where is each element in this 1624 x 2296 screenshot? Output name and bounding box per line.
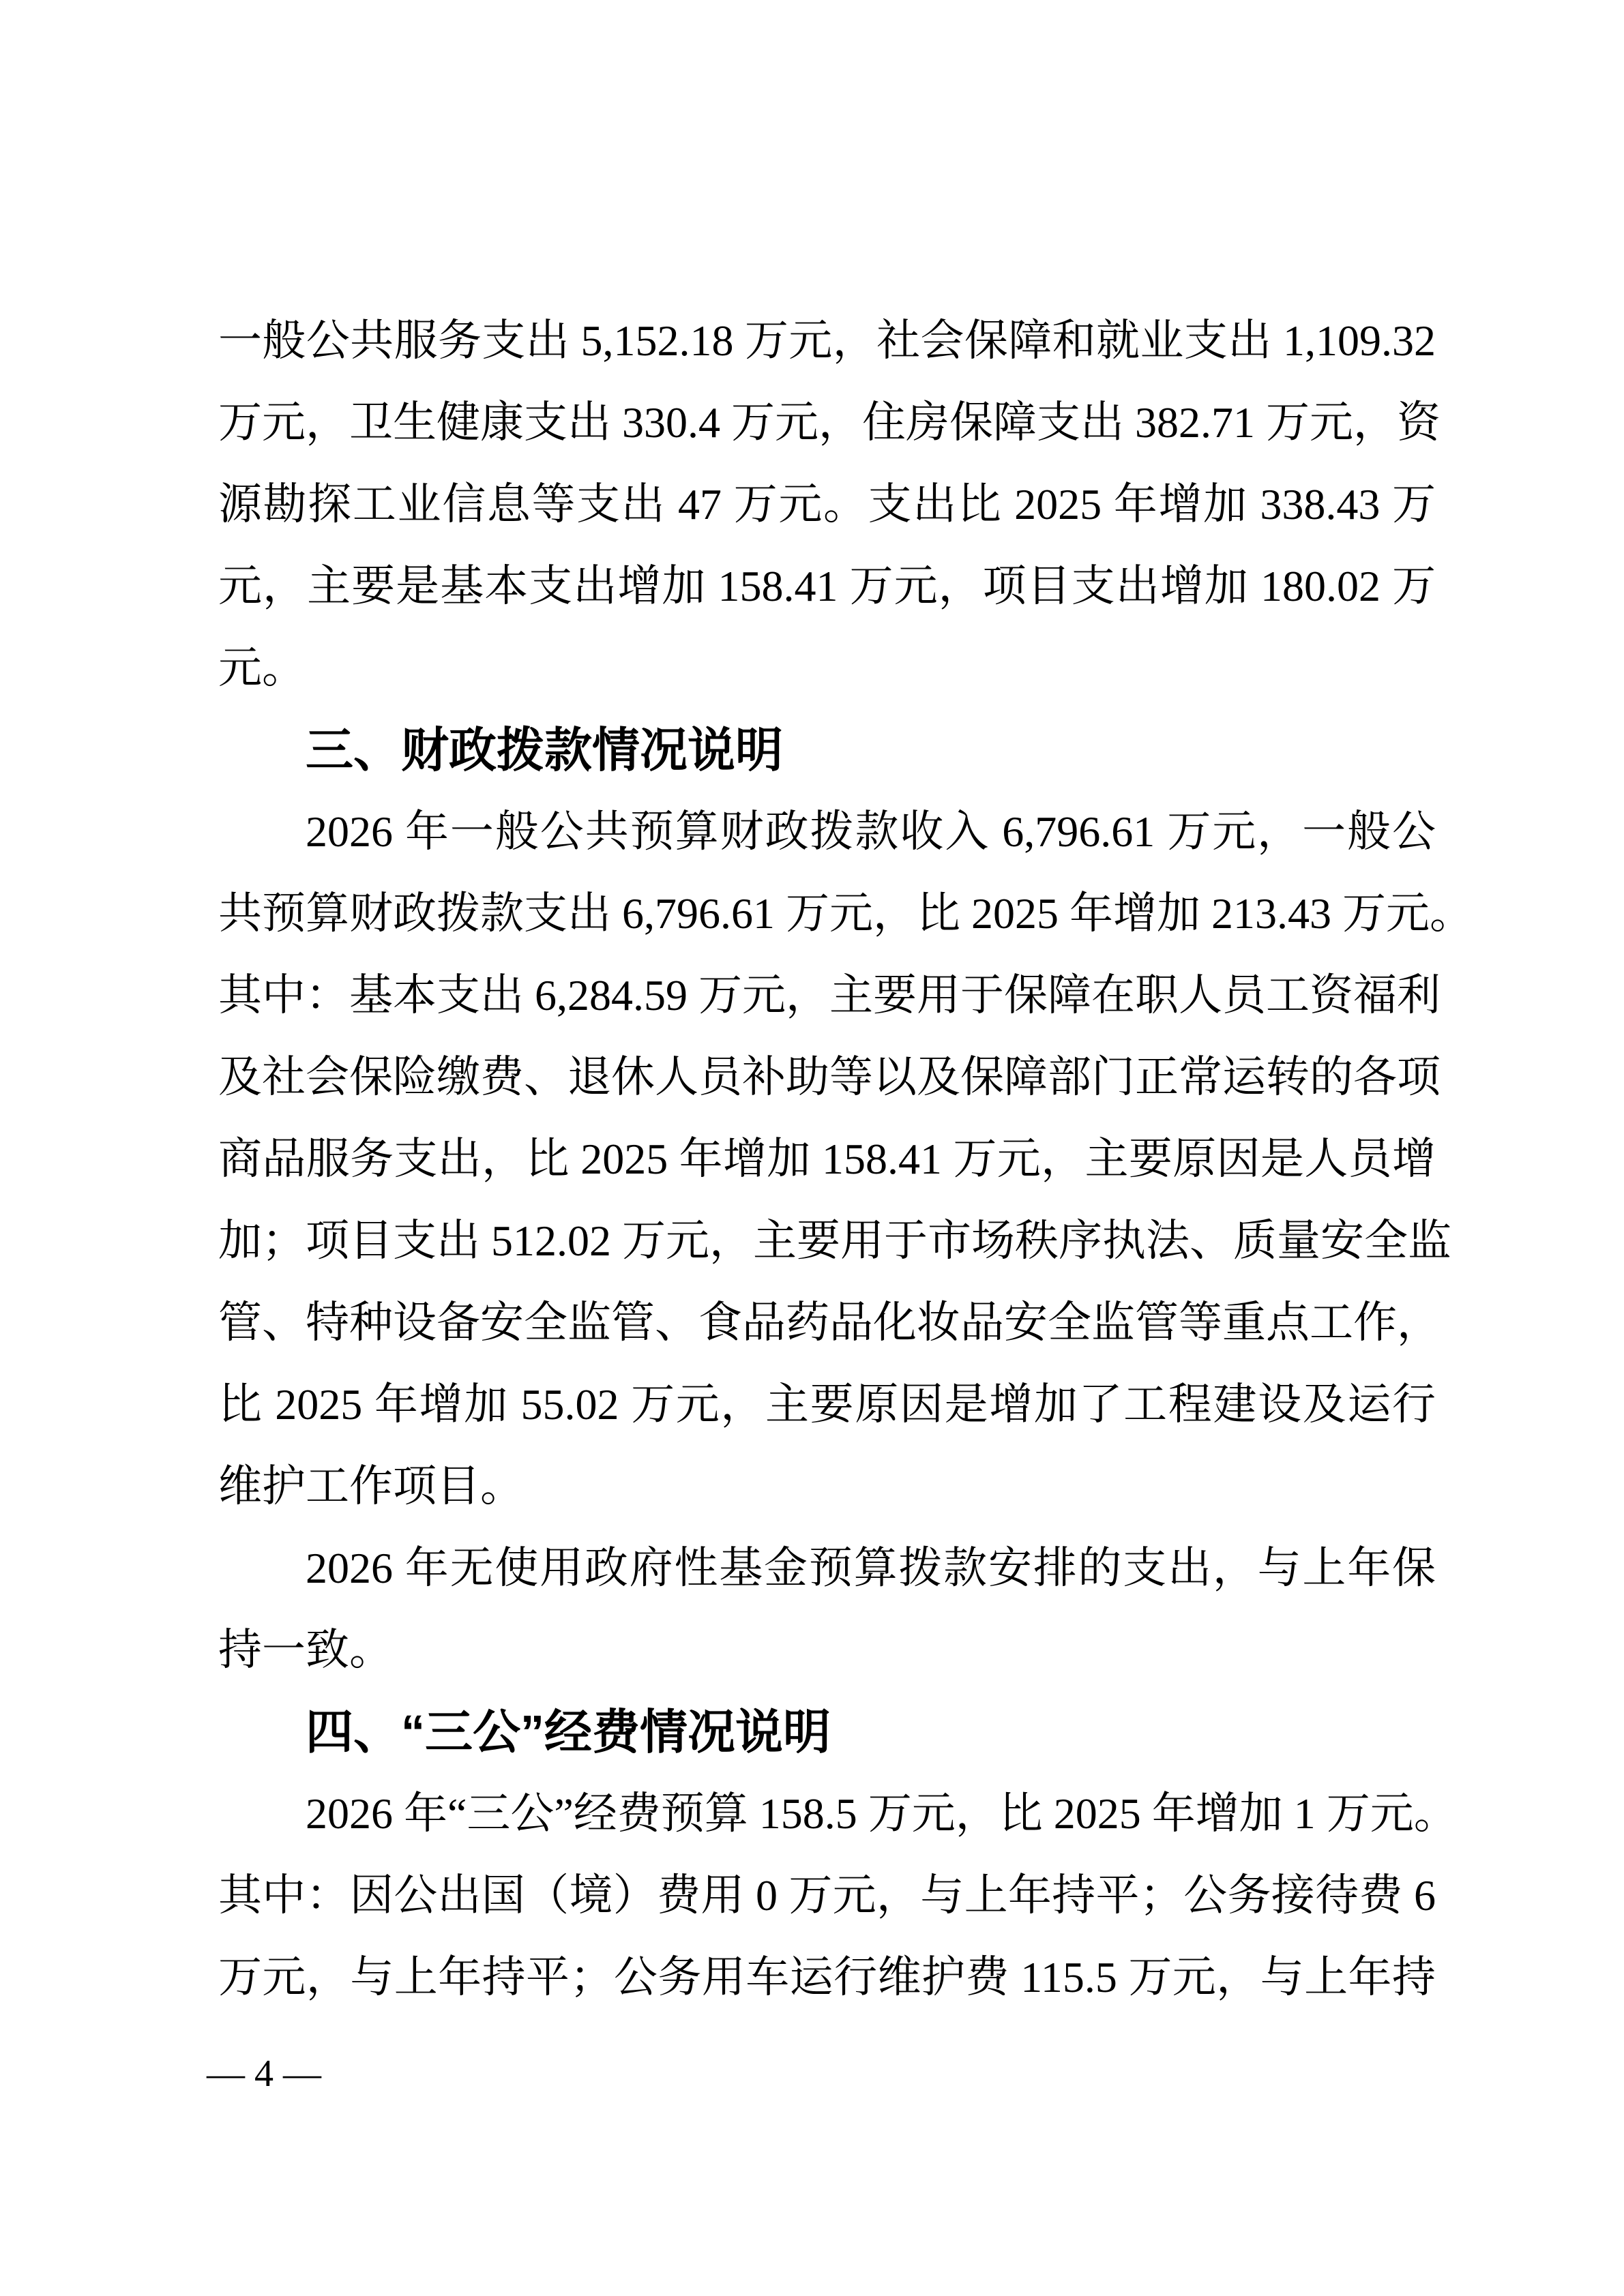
page-number: — 4 —: [207, 2053, 321, 2095]
text-line: 持一致。: [218, 1626, 393, 1674]
text-line: 2026 年无使用政府性基金预算拨款安排的支出，与上年保: [306, 1544, 1436, 1592]
text-line: 2026 年“三公”经费预算 158.5 万元，比 2025 年增加 1 万元。: [306, 1789, 1458, 1838]
text-line: 元。: [218, 644, 306, 692]
text-line: 维护工作项目。: [218, 1462, 524, 1510]
text-line: 管、特种设备安全监管、食品药品化妆品安全监管等重点工作，: [218, 1298, 1441, 1347]
section-heading: 四、“三公”经费情况说明: [306, 1705, 831, 1759]
text-line: 其中：基本支出 6,284.59 万元，主要用于保障在职人员工资福利: [218, 971, 1441, 1019]
text-line: 商品服务支出，比 2025 年增加 158.41 万元，主要原因是人员增: [218, 1135, 1436, 1183]
text-line: 加；项目支出 512.02 万元，主要用于市场秩序执法、质量安全监: [218, 1217, 1451, 1265]
text-line: 万元，卫生健康支出 330.4 万元，住房保障支出 382.71 万元，资: [218, 398, 1441, 447]
text-line: 其中：因公出国（境）费用 0 万元，与上年持平；公务接待费 6: [218, 1871, 1436, 1920]
text-line: 万元，与上年持平；公务用车运行维护费 115.5 万元，与上年持: [218, 1953, 1436, 2001]
text-block: [218, 300, 1473, 2018]
text-line: 源勘探工业信息等支出 47 万元。支出比 2025 年增加 338.43 万: [218, 480, 1436, 528]
text-line: 共预算财政拨款支出 6,796.61 万元，比 2025 年增加 213.43 万元。: [218, 889, 1473, 938]
text-line: 比 2025 年增加 55.02 万元，主要原因是增加了工程建设及运行: [218, 1380, 1436, 1429]
text-line: 2026 年一般公共预算财政拨款收入 6,796.61 万元，一般公: [306, 807, 1436, 856]
text-line: 元，主要是基本支出增加 158.41 万元，项目支出增加 180.02 万: [218, 562, 1436, 610]
text-line: 及社会保险缴费、退休人员补助等以及保障部门正常运转的各项: [218, 1053, 1441, 1101]
section-heading: 三、财政拨款情况说明: [306, 724, 783, 777]
text-line: 一般公共服务支出 5,152.18 万元，社会保障和就业支出 1,109.32: [218, 316, 1436, 365]
